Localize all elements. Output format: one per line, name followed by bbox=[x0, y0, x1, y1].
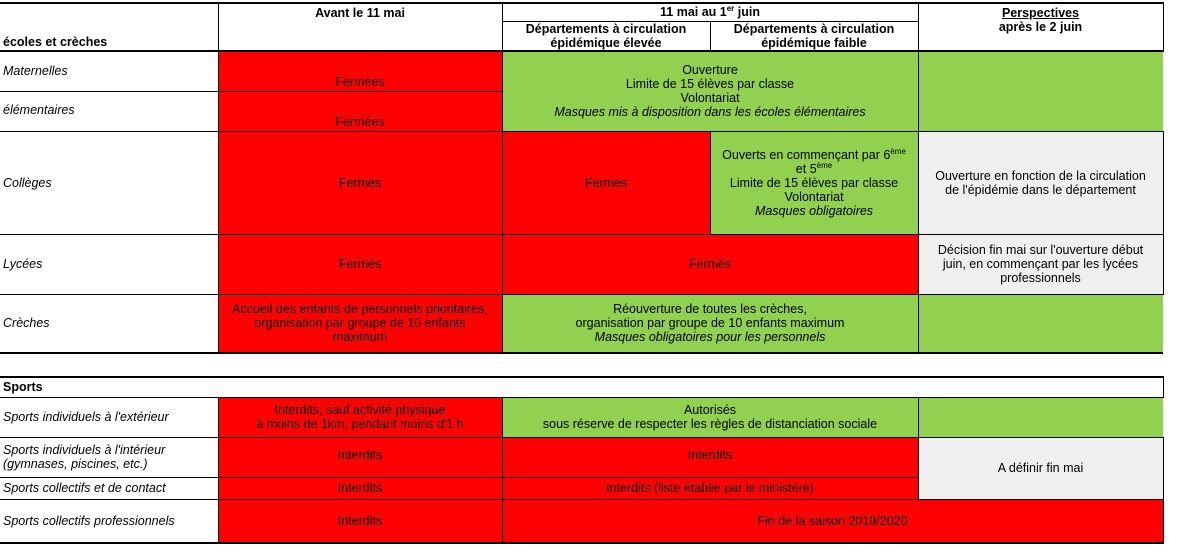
period-header: 11 mai au 1er juin bbox=[502, 3, 918, 21]
row-label-elementaires: élémentaires bbox=[0, 91, 218, 131]
row-label-collective: Sports collectifs et de contact bbox=[0, 477, 218, 499]
row-label-creches: Crèches bbox=[0, 294, 218, 353]
row-label-maternelles: Maternelles bbox=[0, 51, 218, 91]
indoor-collective-perspectives: A définir fin mai bbox=[918, 437, 1163, 499]
pro-before: Interdits bbox=[218, 499, 502, 543]
indoor-period: Interdits bbox=[502, 437, 918, 477]
lycees-before: Fermés bbox=[218, 234, 502, 294]
row-label-indoor: Sports individuels à l'intérieur (gymnases, piscines, etc.) bbox=[0, 437, 218, 477]
creches-perspectives bbox=[918, 294, 1163, 353]
outdoor-perspectives bbox=[918, 397, 1163, 437]
row-label-colleges: Collèges bbox=[0, 131, 218, 234]
high-circulation-header: Départements à circulation épidémique élevée bbox=[502, 21, 710, 51]
outdoor-before: Interdits, sauf activité physique à moins de 1km, pendant moins d'1 h bbox=[218, 397, 502, 437]
colleges-before: Fermés bbox=[218, 131, 502, 234]
before-header: Avant le 11 mai bbox=[218, 3, 502, 51]
indoor-before: Interdits bbox=[218, 437, 502, 477]
collective-period: Interdits (liste établie par le ministère) bbox=[502, 477, 918, 499]
row-label-pro: Sports collectifs professionnels bbox=[0, 499, 218, 543]
primary-perspectives-cell bbox=[918, 51, 1163, 131]
outdoor-period: Autorisés sous réserve de respecter les règles de distanciation sociale bbox=[502, 397, 918, 437]
sports-table bbox=[0, 376, 1164, 544]
maternelles-before: Fermées bbox=[218, 51, 502, 91]
perspectives-header: Perspectives après le 2 juin bbox=[918, 3, 1163, 51]
sports-header: Sports bbox=[0, 377, 1163, 397]
colleges-low: Ouverts en commençant par 6ème et 5ème Limite de 15 élèves par classe Volontariat Masques obligatoires bbox=[710, 131, 918, 234]
lycees-period: Fermés bbox=[502, 234, 918, 294]
creches-period: Réouverture de toutes les crèches, organisation par groupe de 10 enfants maximum Masques obligatoires pour les personnels bbox=[502, 294, 918, 353]
lycees-perspectives: Décision fin mai sur l'ouverture début juin, en commençant par les lycées professionnels bbox=[918, 234, 1163, 294]
low-circulation-header: Départements à circulation épidémique faible bbox=[710, 21, 918, 51]
colleges-high: Fermés bbox=[502, 131, 710, 234]
elementaires-before: Fermées bbox=[218, 91, 502, 131]
pro-period: Fin de la saison 2019/2020 bbox=[502, 499, 1163, 543]
colleges-perspectives: Ouverture en fonction de la circulation de l'épidémie dans le département bbox=[918, 131, 1163, 234]
collective-before: Interdits bbox=[218, 477, 502, 499]
primary-period-cell: Ouverture Limite de 15 élèves par classe Volontariat Masques mis à disposition dans les écoles élémentaires bbox=[502, 51, 918, 131]
schools-table bbox=[0, 2, 1164, 354]
schools-header-label: écoles et crèches bbox=[0, 3, 218, 51]
creches-before: Accueil des enfants de personnels prioritaires, organisation par groupe de 10 enfants maximum bbox=[218, 294, 502, 353]
row-label-outdoor: Sports individuels à l'extérieur bbox=[0, 397, 218, 437]
row-label-lycees: Lycées bbox=[0, 234, 218, 294]
